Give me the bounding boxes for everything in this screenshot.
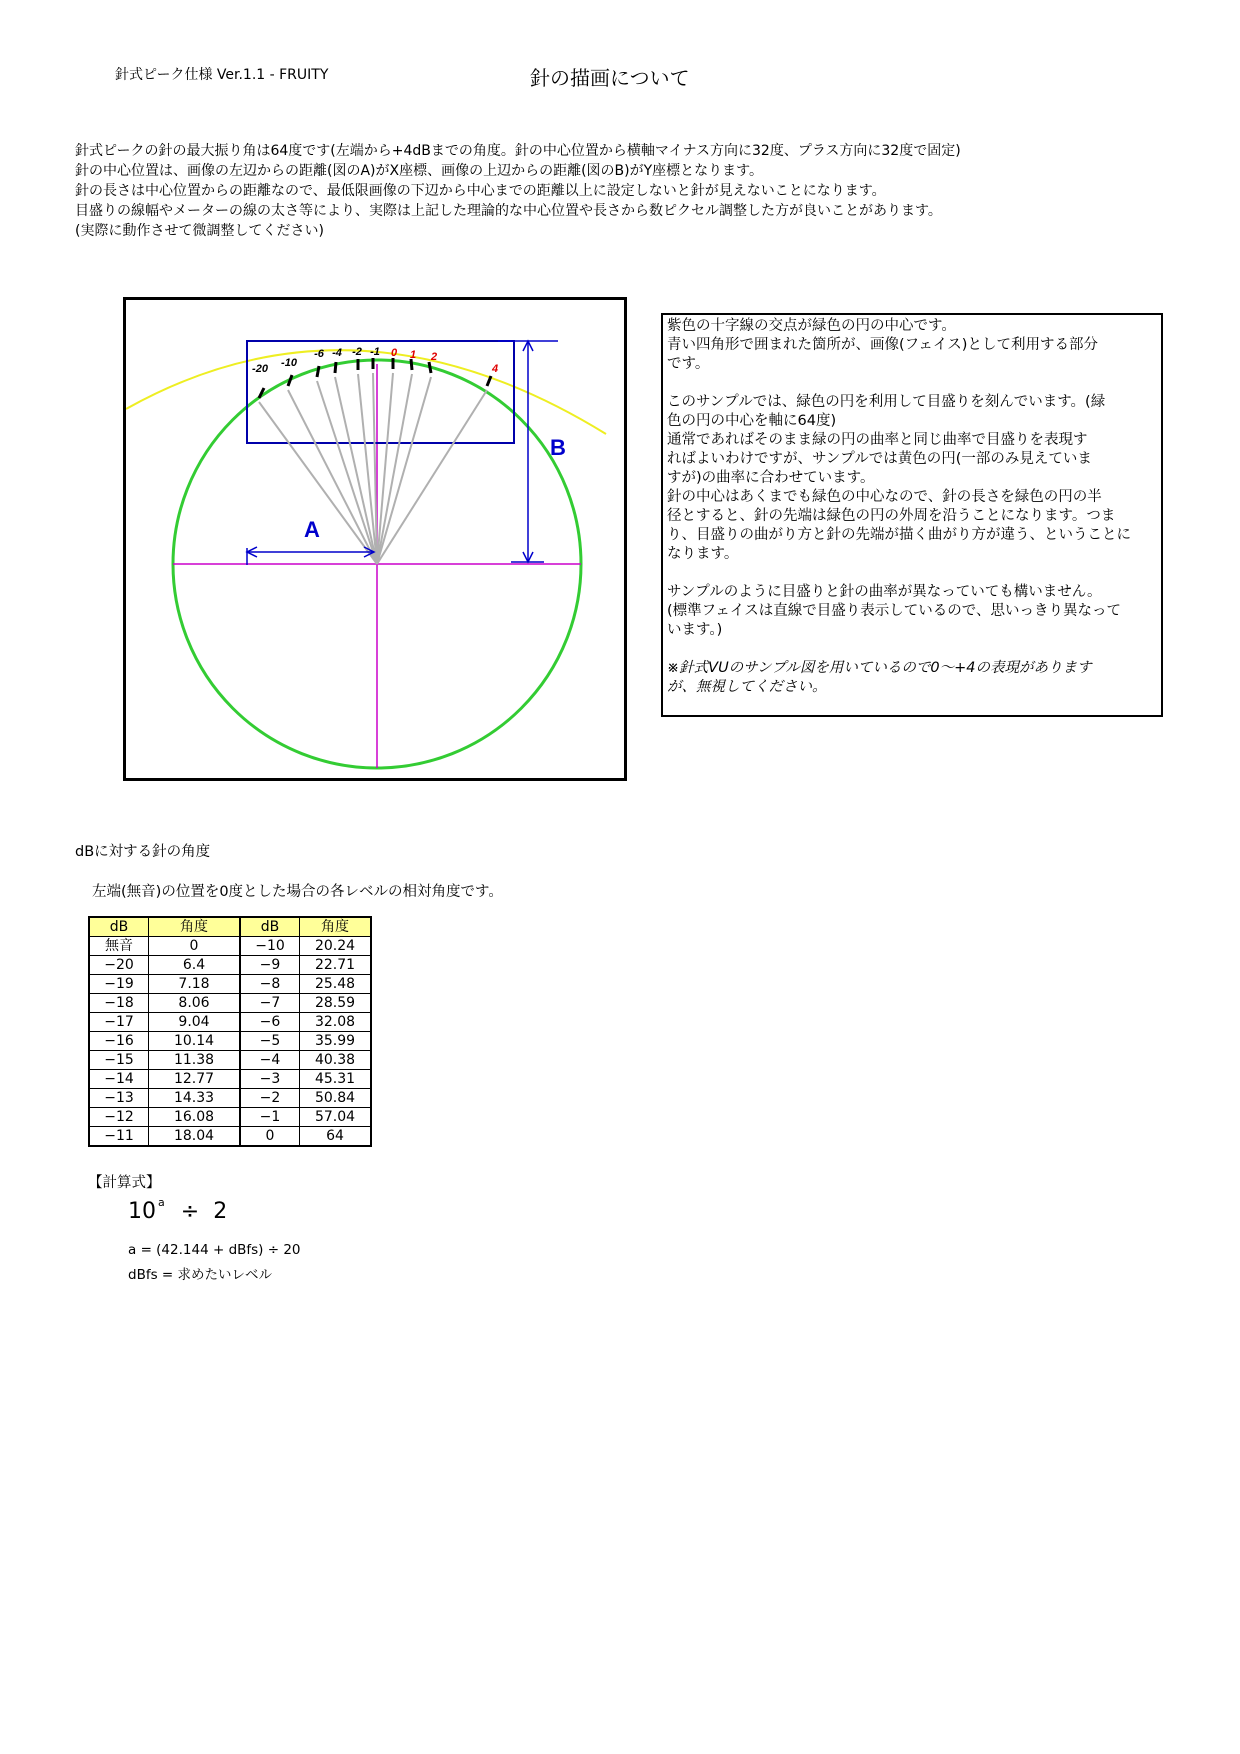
table-cell: 22.71 bbox=[300, 956, 372, 975]
formula-divisor: 2 bbox=[213, 1199, 228, 1224]
table-cell: 40.38 bbox=[300, 1051, 372, 1070]
intro-line: (実際に動作させて微調整してください) bbox=[75, 223, 324, 239]
note-line: 径とすると、針の先端は緑色の円の外周を沿うことになります。つま bbox=[667, 508, 1116, 524]
dimension-b bbox=[498, 341, 566, 562]
needle-diagram bbox=[126, 300, 624, 778]
table-cell: 35.99 bbox=[300, 1032, 372, 1051]
formula-exponent: a bbox=[158, 1196, 165, 1209]
formula-expression bbox=[128, 1196, 227, 1224]
table-cell: 10.14 bbox=[149, 1032, 241, 1051]
table-cell: 9.04 bbox=[149, 1013, 241, 1032]
table-cell: −19 bbox=[89, 975, 149, 994]
column-header: 角度 bbox=[300, 917, 372, 937]
dimension-a bbox=[247, 517, 374, 565]
table-cell: 6.4 bbox=[149, 956, 241, 975]
table-row bbox=[89, 956, 371, 975]
needle-diagram-frame bbox=[123, 297, 627, 781]
table-cell: −18 bbox=[89, 994, 149, 1013]
table-cell: 7.18 bbox=[149, 975, 241, 994]
table-cell: −8 bbox=[240, 975, 300, 994]
note-line: なります。 bbox=[667, 546, 739, 562]
table-row bbox=[89, 1108, 371, 1127]
note-line: 色の円の中心を軸に64度) bbox=[667, 413, 837, 429]
note-line: が、無視してください。 bbox=[667, 679, 827, 695]
table-cell: −6 bbox=[240, 1013, 300, 1032]
note-line: 通常であればそのまま緑の円の曲率と同じ曲率で目盛りを表現す bbox=[667, 432, 1088, 448]
note-line: (標準フェイスは直線で目盛り表示しているので、思いっきり異なって bbox=[667, 603, 1121, 619]
scale-label: 4 bbox=[491, 363, 499, 375]
table-cell: −20 bbox=[89, 956, 149, 975]
note-line: 紫色の十字線の交点が緑色の円の中心です。 bbox=[667, 318, 956, 334]
scale-label: -6 bbox=[314, 348, 324, 360]
table-cell: −10 bbox=[240, 937, 300, 956]
table-row bbox=[89, 1089, 371, 1108]
table-cell: 11.38 bbox=[149, 1051, 241, 1070]
scale-label: 2 bbox=[430, 351, 438, 363]
scale-tick bbox=[317, 366, 319, 377]
scale-label: -10 bbox=[281, 357, 297, 369]
angles-heading: dBに対する針の角度 bbox=[75, 844, 211, 860]
note-line: です。 bbox=[667, 356, 710, 372]
table-cell: −4 bbox=[240, 1051, 300, 1070]
column-header: dB bbox=[89, 917, 149, 937]
scale-label: -20 bbox=[252, 363, 268, 375]
scale-label: 0 bbox=[390, 347, 398, 359]
table-cell: 8.06 bbox=[149, 994, 241, 1013]
table-row bbox=[89, 1051, 371, 1070]
table-cell: 無音 bbox=[89, 937, 149, 956]
note-line: このサンプルでは、緑色の円を利用して目盛りを刻んでいます。(緑 bbox=[667, 394, 1106, 410]
intro-line: 針式ピークの針の最大振り角は64度です(左端から+4dBまでの角度。針の中心位置から横軸マイナス方向に32度、プラス方向に32度で固定) bbox=[75, 143, 961, 159]
table-cell: −3 bbox=[240, 1070, 300, 1089]
table-cell: −12 bbox=[89, 1108, 149, 1127]
table-cell: 0 bbox=[149, 937, 241, 956]
note-line: 針の中心はあくまでも緑色の中心なので、針の長さを緑色の円の半 bbox=[667, 489, 1102, 505]
table-cell: 18.04 bbox=[149, 1127, 241, 1147]
table-cell: 28.59 bbox=[300, 994, 372, 1013]
table-cell: −11 bbox=[89, 1127, 149, 1147]
table-cell: −9 bbox=[240, 956, 300, 975]
table-row bbox=[89, 975, 371, 994]
scale-label: -2 bbox=[352, 346, 362, 358]
table-row bbox=[89, 994, 371, 1013]
table-row bbox=[89, 1032, 371, 1051]
explanation-note-box bbox=[661, 313, 1163, 717]
table-cell: 50.84 bbox=[300, 1089, 372, 1108]
formula-a-definition: a = (42.144 + dBfs) ÷ 20 bbox=[128, 1242, 301, 1258]
table-cell: 57.04 bbox=[300, 1108, 372, 1127]
formula-operator: ÷ bbox=[180, 1199, 200, 1224]
label-a: A bbox=[304, 517, 320, 542]
column-header: 角度 bbox=[149, 917, 241, 937]
table-cell: −7 bbox=[240, 994, 300, 1013]
intro-paragraph bbox=[75, 141, 961, 241]
scale-tick bbox=[429, 362, 431, 373]
table-cell: 16.08 bbox=[149, 1108, 241, 1127]
note-line: ※針式VUのサンプル図を用いているので0〜+4の表現があります bbox=[667, 660, 1092, 676]
scale-label: 1 bbox=[409, 349, 417, 361]
intro-line: 目盛りの線幅やメーターの線の太さ等により、実際は上記した理論的な中心位置や長さから数ピクセル調整した方が良いことがあります。 bbox=[75, 203, 942, 219]
table-row bbox=[89, 1013, 371, 1032]
table-row bbox=[89, 1127, 371, 1147]
note-line: すが)の曲率に合わせています。 bbox=[667, 470, 875, 486]
table-cell: −16 bbox=[89, 1032, 149, 1051]
scale-tick bbox=[288, 375, 292, 386]
table-row bbox=[89, 1070, 371, 1089]
scale-tick bbox=[335, 362, 336, 373]
scale-label: -4 bbox=[332, 347, 342, 359]
table-cell: −14 bbox=[89, 1070, 149, 1089]
table-header-row bbox=[89, 917, 371, 937]
table-row bbox=[89, 937, 371, 956]
needle-line bbox=[288, 390, 377, 564]
table-cell: 64 bbox=[300, 1127, 372, 1147]
note-line: います。) bbox=[667, 622, 723, 638]
angle-table bbox=[88, 916, 372, 1147]
formula-base: 10 bbox=[128, 1199, 156, 1224]
table-cell: 32.08 bbox=[300, 1013, 372, 1032]
note-line: 青い四角形で囲まれた箇所が、画像(フェイス)として利用する部分 bbox=[667, 337, 1098, 353]
table-cell: −2 bbox=[240, 1089, 300, 1108]
table-cell: −15 bbox=[89, 1051, 149, 1070]
table-cell: 12.77 bbox=[149, 1070, 241, 1089]
table-cell: 45.31 bbox=[300, 1070, 372, 1089]
intro-line: 針の長さは中心位置からの距離なので、最低限画像の下辺から中心までの距離以上に設定しないと針が見えないことになります。 bbox=[75, 183, 886, 199]
needle-group bbox=[259, 373, 487, 564]
scale-label: -1 bbox=[370, 346, 380, 358]
formula-dbfs-definition: dBfs = 求めたいレベル bbox=[128, 1267, 273, 1283]
table-cell: −13 bbox=[89, 1089, 149, 1108]
column-header: dB bbox=[240, 917, 300, 937]
label-b: B bbox=[550, 435, 566, 460]
note-line: ればよいわけですが、サンプルでは黄色の円(一部のみ見えていま bbox=[667, 451, 1092, 467]
note-line: サンプルのように目盛りと針の曲率が異なっていても構いません。 bbox=[667, 584, 1102, 600]
intro-line: 針の中心位置は、画像の左辺からの距離(図のA)がX座標、画像の上辺からの距離(図のB)がY座標となります。 bbox=[75, 163, 764, 179]
table-cell: −17 bbox=[89, 1013, 149, 1032]
table-cell: 25.48 bbox=[300, 975, 372, 994]
document-title: 針の描画について bbox=[530, 66, 690, 90]
formula-heading: 【計算式】 bbox=[88, 1175, 161, 1191]
table-cell: −5 bbox=[240, 1032, 300, 1051]
table-cell: −1 bbox=[240, 1108, 300, 1127]
table-cell: 0 bbox=[240, 1127, 300, 1147]
note-line: り、目盛りの曲がり方と針の先端が描く曲がり方が違う、ということに bbox=[667, 527, 1131, 543]
document-subtitle: 針式ピーク仕様 Ver.1.1 - FRUITY bbox=[115, 67, 329, 83]
angles-description: 左端(無音)の位置を0度とした場合の各レベルの相対角度です。 bbox=[92, 884, 503, 900]
yellow-scale-arc bbox=[126, 350, 606, 434]
table-cell: 20.24 bbox=[300, 937, 372, 956]
table-cell: 14.33 bbox=[149, 1089, 241, 1108]
